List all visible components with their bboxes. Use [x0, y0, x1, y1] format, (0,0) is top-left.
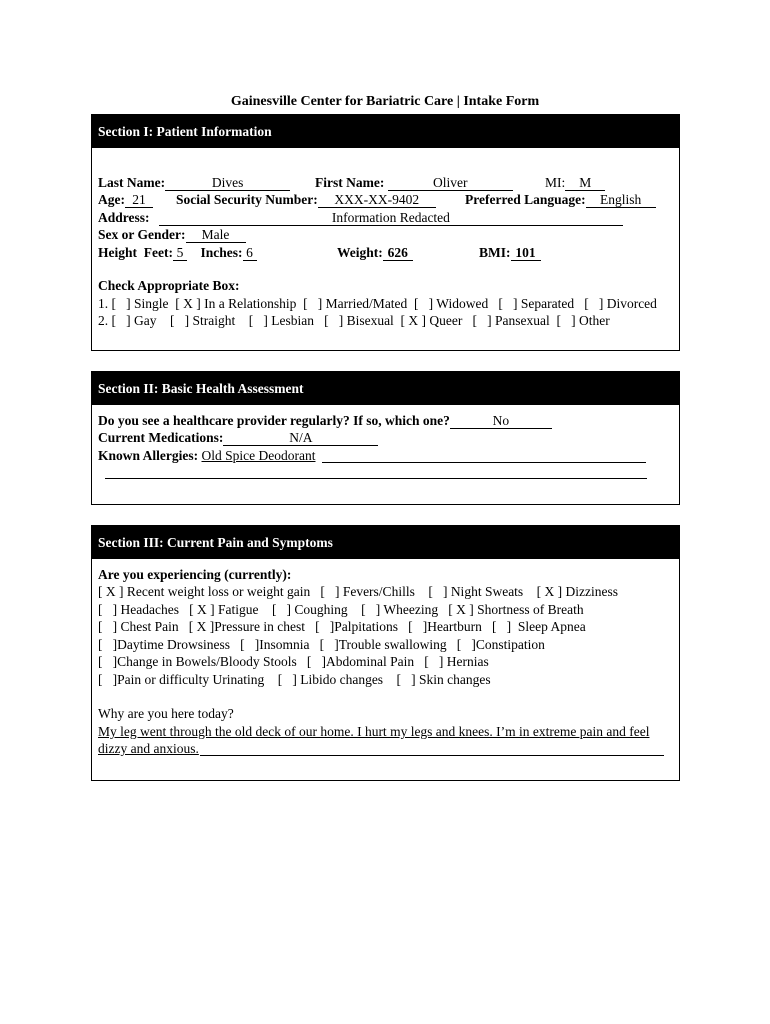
symptoms-question: Are you experiencing (currently):: [98, 567, 292, 582]
section-pain-symptoms: [91, 525, 680, 781]
symptom-row[interactable]: [ ] Chest Pain [ X ]Pressure in chest [ ]Palpitations [ ]Heartburn [ ] Sleep Apnea: [98, 619, 586, 634]
height-row: [98, 244, 257, 261]
language-field[interactable]: English: [586, 192, 656, 208]
allergies-extra-line[interactable]: [105, 478, 647, 479]
section-header: Section I: Patient Information: [92, 115, 679, 148]
language-label: Preferred Language:: [465, 192, 586, 207]
weight-field[interactable]: 626: [383, 245, 413, 261]
height-label: Height: [98, 245, 137, 260]
age-row: [98, 191, 153, 208]
first-name-field[interactable]: Oliver: [388, 175, 513, 191]
first-name-label: First Name:: [315, 175, 385, 190]
allergies-row: [98, 447, 315, 464]
allergies-field[interactable]: Old Spice Deodorant: [201, 448, 316, 463]
why-answer-line2[interactable]: dizzy and anxious.: [98, 741, 199, 756]
name-row: [98, 174, 290, 191]
weight-group: [337, 244, 413, 261]
address-field[interactable]: Information Redacted: [159, 210, 623, 226]
language-group: [465, 191, 656, 208]
medications-field[interactable]: N/A: [223, 430, 378, 446]
ssn-group: [176, 191, 436, 208]
medications-row: [98, 429, 378, 446]
orientation-checkbox-row[interactable]: 2. [ ] Gay [ ] Straight [ ] Lesbian [ ] Bisexual [ X ] Queer [ ] Pansexual [ ] Other: [98, 313, 610, 328]
ssn-label: Social Security Number:: [176, 192, 318, 207]
mi-label: MI:: [545, 175, 566, 190]
section-basic-health: [91, 371, 680, 505]
inches-field[interactable]: 6: [243, 245, 257, 261]
allergies-underline: [322, 462, 646, 463]
address-row: [98, 209, 623, 226]
symptom-row[interactable]: [ ] Headaches [ X ] Fatigue [ ] Coughing [ ] Wheezing [ X ] Shortness of Breath: [98, 602, 584, 617]
feet-label: Feet:: [143, 245, 173, 260]
first-name-group: [315, 174, 513, 191]
section-patient-information: [91, 114, 680, 351]
form-title: Gainesville Center for Bariatric Care | Intake Form: [230, 94, 540, 109]
why-label: Why are you here today?: [98, 706, 234, 721]
last-name-field[interactable]: Dives: [165, 175, 290, 191]
bmi-label: BMI:: [479, 245, 511, 260]
bmi-field[interactable]: 101: [511, 245, 541, 261]
address-label: Address:: [98, 210, 150, 225]
mi-group: [545, 174, 605, 191]
symptom-row[interactable]: [ ]Pain or difficulty Urinating [ ] Libido changes [ ] Skin changes: [98, 672, 491, 687]
symptom-row[interactable]: [ X ] Recent weight loss or weight gain [ ] Fevers/Chills [ ] Night Sweats [ X ] Dizziness: [98, 584, 619, 599]
section-header: Section II: Basic Health Assessment: [92, 372, 679, 405]
inches-label: Inches:: [200, 245, 243, 260]
last-name-label: Last Name:: [98, 175, 166, 190]
relationship-checkbox-row[interactable]: 1. [ ] Single [ X ] In a Relationship [ ] Married/Mated [ ] Widowed [ ] Separated [ ] Divorced: [98, 296, 657, 311]
medications-label: Current Medications:: [98, 430, 224, 445]
mi-field[interactable]: M: [565, 175, 605, 191]
provider-question: Do you see a healthcare provider regularly? If so, which one?: [98, 413, 450, 428]
check-label: Check Appropriate Box:: [98, 278, 240, 293]
age-field[interactable]: 21: [125, 192, 153, 208]
section-header: Section III: Current Pain and Symptoms: [92, 526, 679, 559]
provider-row: [98, 412, 552, 429]
sex-label: Sex or Gender:: [98, 227, 186, 242]
sex-field[interactable]: Male: [186, 227, 246, 243]
symptom-row[interactable]: [ ]Daytime Drowsiness [ ]Insomnia [ ]Trouble swallowing [ ]Constipation: [98, 637, 545, 652]
allergies-label: Known Allergies:: [98, 448, 199, 463]
ssn-field[interactable]: XXX-XX-9402: [318, 192, 436, 208]
why-answer-line1[interactable]: My leg went through the old deck of our home. I hurt my legs and knees. I’m in extreme pain and feel: [98, 724, 650, 739]
bmi-group: [479, 244, 541, 261]
sex-row: [98, 226, 246, 243]
symptom-row[interactable]: [ ]Change in Bowels/Bloody Stools [ ]Abdominal Pain [ ] Hernias: [98, 654, 489, 669]
age-label: Age:: [98, 192, 125, 207]
provider-field[interactable]: No: [450, 413, 552, 429]
feet-field[interactable]: 5: [173, 245, 187, 261]
why-underline: [200, 755, 664, 756]
weight-label: Weight:: [337, 245, 383, 260]
